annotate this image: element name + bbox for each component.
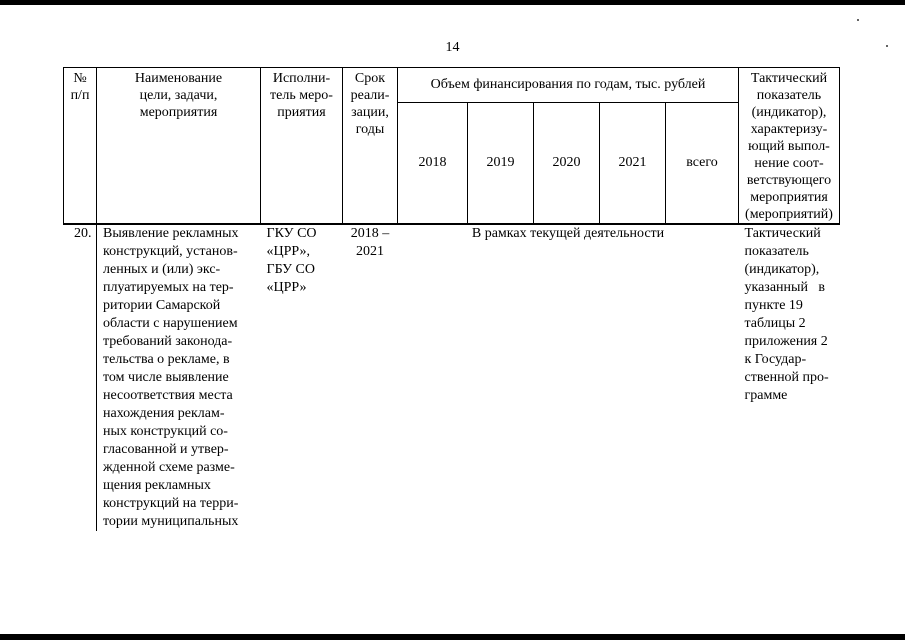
- row-executor: ГКУ СО «ЦРР», ГБУ СО «ЦРР»: [261, 224, 343, 531]
- header-year-2019: 2019: [468, 103, 534, 224]
- row-indicator: Тактический показатель (индикатор), указанный в пункте 19 таблицы 2 приложения 2 к Государ- ственной про- грамме: [739, 224, 840, 531]
- row-period: 2018 – 2021: [343, 224, 398, 531]
- row-name: Выявление рекламных конструкций, установ- ленных и (или) экс- плуатируемых на тер- ритории Самарской области с нарушением требований законода- тельства о рекламе, в том числе выявление несоответствия места нахождения реклам- ных конструкций со- гласованной и утвер- жденной схеме разме- щения рекламных конструкций на терри- тории муниципальных: [97, 224, 261, 531]
- scan-speck: [857, 19, 859, 21]
- header-name: Наименование цели, задачи, мероприятия: [97, 68, 261, 225]
- header-year-2018: 2018: [398, 103, 468, 224]
- header-num: № п/п: [64, 68, 97, 225]
- header-funding: Объем финансирования по годам, тыс. рублей: [398, 68, 739, 103]
- header-executor: Исполни- тель меро- приятия: [261, 68, 343, 225]
- scan-border-bottom: [0, 634, 905, 640]
- funding-table: [63, 67, 840, 531]
- row-funding-note: В рамках текущей деятельности: [398, 224, 739, 531]
- header-year-total: всего: [666, 103, 739, 224]
- table-row: [64, 224, 840, 531]
- header-indicator: Тактический показатель (индикатор), характеризу- ющий выпол- нение соот- ветствующего мероприятия (мероприятий): [739, 68, 840, 225]
- header-year-2021: 2021: [600, 103, 666, 224]
- row-number: 20.: [64, 224, 97, 531]
- header-period: Срок реали- зации, годы: [343, 68, 398, 225]
- header-year-2020: 2020: [534, 103, 600, 224]
- page-number: 14: [445, 40, 460, 55]
- header-row: [64, 68, 840, 103]
- scan-border-top: [0, 0, 905, 5]
